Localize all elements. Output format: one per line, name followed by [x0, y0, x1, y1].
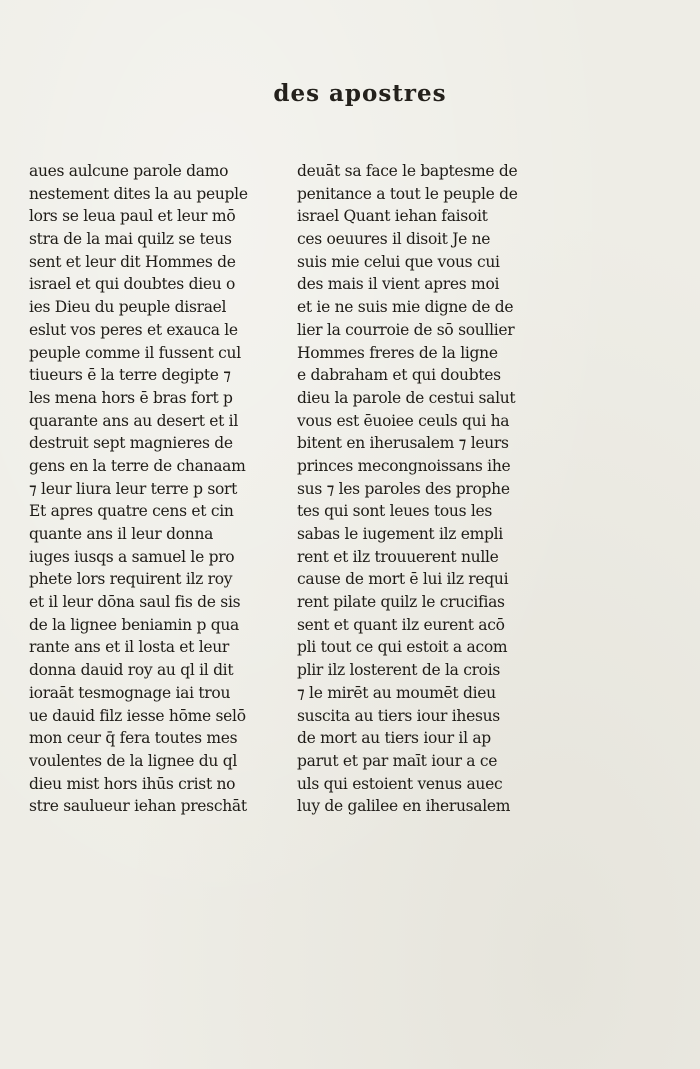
- text-line: pli tout ce qui estoit a acom: [297, 638, 508, 657]
- text-line: cause de mort ē lui ilz requi: [297, 570, 509, 589]
- text-line: ⁊ le mirēt au moumēt dieu: [297, 683, 496, 702]
- text-line: les mena hors ē bras fort p: [29, 388, 233, 407]
- text-line: ⁊ leur liura leur terre p sort: [29, 479, 238, 498]
- text-line: deuāt sa face le baptesme de: [297, 162, 518, 180]
- text-line: donna dauid roy au ql il dit: [29, 661, 234, 680]
- text-line: parut et par maīt iour a ce: [297, 751, 498, 770]
- text-line: quante ans il leur donna: [29, 525, 214, 543]
- text-line: dieu mist hors ihūs crist no: [29, 774, 236, 793]
- text-line: tiueurs ē la terre degipte ⁊: [29, 366, 231, 385]
- text-line: rante ans et il losta et leur: [29, 638, 230, 657]
- text-line: uls qui estoient venus auec: [297, 774, 503, 793]
- text-line: rent et ilz trouuerent nulle: [297, 547, 499, 566]
- text-line: aues aulcune parole damo: [29, 162, 229, 180]
- text-line: rent pilate quilz le crucifias: [297, 593, 505, 612]
- text-line: tes qui sont leues tous les: [297, 502, 493, 521]
- text-line: princes mecongnoissans ihe: [297, 456, 511, 475]
- text-line: bitent en iherusalem ⁊ leurs: [297, 434, 509, 453]
- text-line: sent et leur dit Hommes de: [29, 252, 236, 271]
- text-line: sabas le iugement ilz empli: [297, 525, 503, 543]
- text-line: mon ceur q̄ fera toutes mes: [29, 729, 238, 748]
- text-line: israel Quant iehan faisoit: [297, 207, 488, 226]
- text-line: phete lors requirent ilz roy: [29, 570, 233, 589]
- text-line: peuple comme il fussent cul: [29, 343, 241, 362]
- running-head: des apostres: [273, 80, 447, 107]
- text-line: sus ⁊ les paroles des prophe: [297, 479, 510, 498]
- text-line: stre sauluеur iehan preschāt: [29, 797, 247, 816]
- text-line: penitance a tout le peuple de: [297, 184, 518, 203]
- text-line: nestement dites la au peuple: [29, 184, 248, 203]
- text-line: vous est ēuoiee ceuls qui ha: [297, 411, 510, 430]
- text-line: Et apres quatre cens et cin: [29, 502, 234, 521]
- text-line: dieu la parole de cestui salut: [297, 388, 516, 407]
- text-line: eslut vos peres et exauca le: [29, 320, 238, 339]
- text-line: gens en la terre de chanaam: [29, 456, 246, 475]
- text-line: ces oeuures il disoit Je ne: [297, 230, 491, 249]
- text-line: quarante ans au desert et il: [29, 411, 238, 430]
- text-line: luy de galilee en iherusalem: [297, 797, 511, 816]
- text-line: israel et qui doubtes dieu o: [29, 275, 236, 294]
- text-line: et il leur dōna saul fis de sis: [29, 593, 241, 612]
- text-line: lors se leua paul et leur mō: [29, 207, 236, 226]
- text-line: lier la courroie de sō soullier: [297, 320, 515, 339]
- text-line: ioraāt tesmognage iai trou: [29, 683, 231, 702]
- text-line: ue dauid filz iesse hōme selō: [29, 706, 246, 725]
- text-line: de mort au tiers iour il ap: [297, 729, 491, 748]
- text-line: de la lignee beniamin p qua: [29, 615, 239, 634]
- text-line: destruit sept magnieres de: [29, 434, 233, 453]
- text-line: voulentes de la lignee du ql: [29, 751, 238, 770]
- text-line: ies Dieu du peuple disrael: [29, 298, 227, 317]
- text-line: des mais il vient apres moi: [297, 275, 500, 294]
- left-text-column: [29, 160, 261, 818]
- text-line: Hommes freres de la ligne: [297, 343, 498, 362]
- text-line: sent et quant ilz eurent acō: [297, 615, 505, 634]
- text-line: e dabraham et qui doubtes: [297, 366, 501, 385]
- text-line: suscita au tiers iour ihesus: [297, 706, 500, 725]
- text-line: iuges iusqs a samuel le pro: [29, 547, 235, 566]
- text-line: plir ilz losterent de la crois: [297, 661, 501, 680]
- text-line: et ie ne suis mie digne de de: [297, 298, 514, 317]
- right-text-column: [297, 160, 537, 818]
- text-line: stra de la mai quilz se teus: [29, 230, 232, 249]
- text-line: suis mie celui que vous cui: [297, 252, 500, 271]
